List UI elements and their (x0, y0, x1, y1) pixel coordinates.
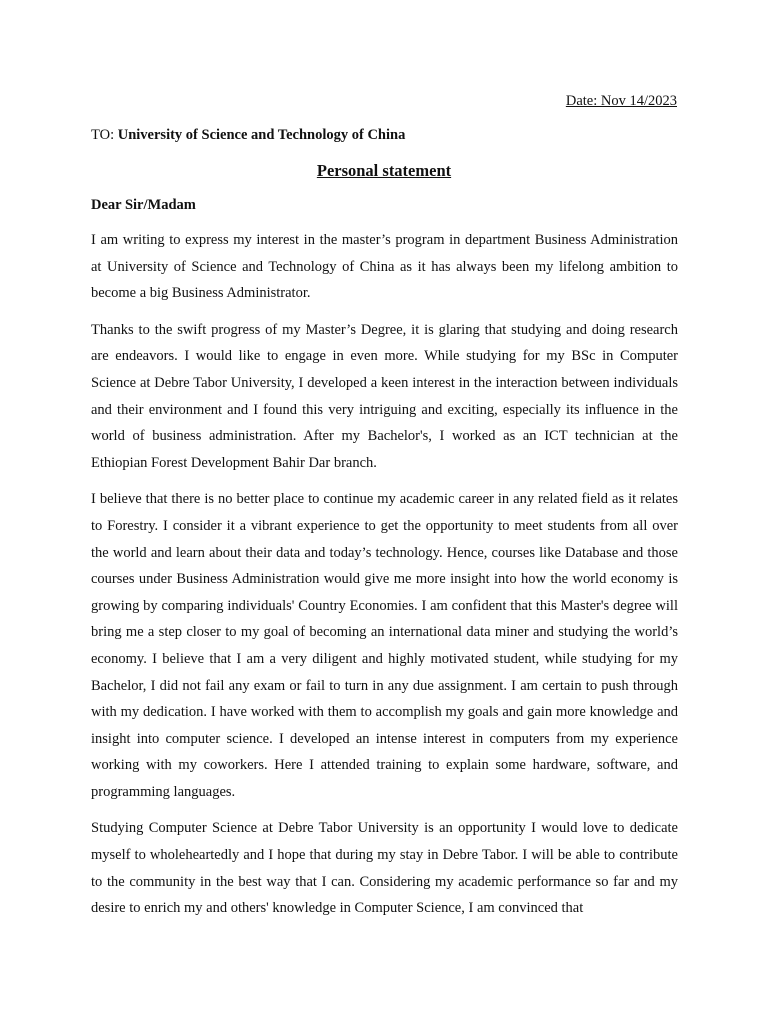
recipient-name: University of Science and Technology of China (117, 127, 406, 143)
paragraph-goals: Studying Computer Science at Debre Tabor University is an opportunity I would love to dedicate myself to wholeheartedly and I hope that during my stay in Debre Tabor. I will be able to contribute to the community in the best way that I can. Considering my academic performance so far and my desire to enrich my and others' knowledge in Computer Science, I am convinced that (91, 820, 678, 917)
paragraph-motivation: I believe that there is no better place to continue my academic career in any related field as it relates to Forestry. I consider it a vibrant experience to get the opportunity to meet students from all over the world and learn about their data and today’s technology. Hence, courses like Database and those courses under Business Administration would give me more insight into how the world economy is growing by comparing individuals' Country Economies. I am confident that this Master's degree will bring me a step closer to my goal of becoming an international data miner and studying the world’s economy. I believe that I am a very diligent and highly motivated student, while studying for my Bachelor, I did not fail any exam or fail to turn in any due assignment. I am certain to push through with my dedication. I have worked with them to accomplish my goals and gain more knowledge and insight into computer science. I developed an intense interest in computers from my experience working with my coworkers. Here I attended training to explain some hardware, software, and programming languages. (91, 491, 678, 800)
document-title: Personal statement (316, 161, 452, 180)
recipient-label: TO: (91, 127, 118, 143)
paragraph-intro: I am writing to express my interest in the master’s program in department Business Administration at University of Science and Technology of China as it has always been my lifelong ambition to become a big Business Administrator. (91, 232, 678, 302)
salutation: Dear Sir/Madam (91, 197, 196, 213)
letter-date: Date: Nov 14/2023 (565, 93, 677, 109)
paragraph-background: Thanks to the swift progress of my Master’s Degree, it is glaring that studying and doing research are endeavors. I would like to engage in even more. While studying for my BSc in Computer Science at Debre Tabor University, I developed a keen interest in the interaction between individuals and their environment and I found this very intriguing and exciting, especially its influence in the world of business administration. After my Bachelor's, I worked as an ICT technician at the Ethiopian Forest Development Bahir Dar branch. (91, 321, 678, 471)
letter-body (91, 227, 678, 932)
recipient-line (91, 127, 405, 144)
